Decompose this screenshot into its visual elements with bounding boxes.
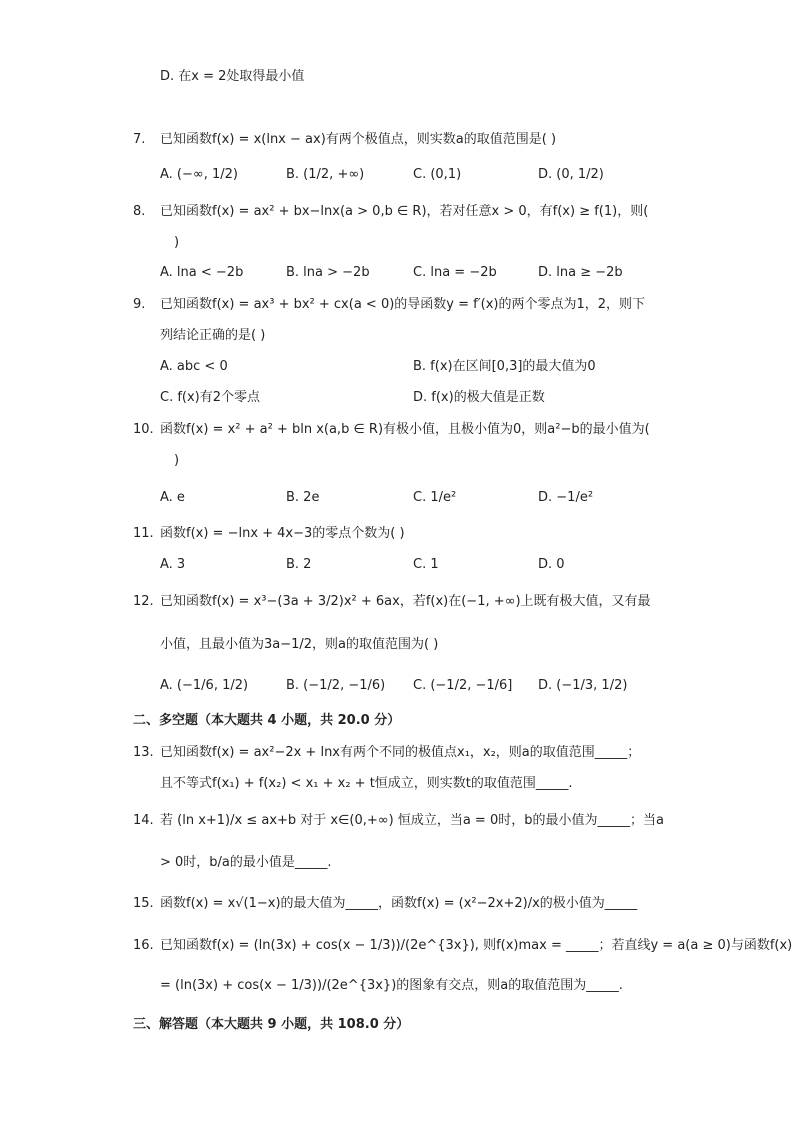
option-c: C. f(x)有2个零点 — [160, 390, 261, 405]
option-a: A. (−∞, 1/2) — [160, 167, 238, 182]
question-number: 7. — [133, 132, 146, 147]
question-stem: 函数f(x) = −lnx + 4x−3的零点个数为( ) — [160, 526, 405, 541]
question-number: 9. — [133, 297, 146, 312]
option-d: D. (0, 1/2) — [538, 167, 604, 182]
question-number: 10. — [133, 422, 154, 437]
option-c: C. (0,1) — [413, 167, 462, 182]
option-b: B. lna > −2b — [286, 265, 370, 280]
question-stem: 已知函数f(x) = x³−(3a + 3/2)x² + 6ax，若f(x)在(−1, +∞)上既有极大值，又有最 — [160, 594, 651, 609]
option-b: B. 2e — [286, 490, 320, 505]
option-b: B. (1/2, +∞) — [286, 167, 365, 182]
question-stem: 函数f(x) = x² + a² + bln x(a,b ∈ R)有极小值，且极小值为0，则a²−b的最小值为( — [160, 422, 650, 437]
question-stem-cont: 列结论正确的是( ) — [160, 328, 266, 343]
question-number: 12. — [133, 594, 154, 609]
option-c: C. 1 — [413, 557, 439, 572]
question-stem: 已知函数f(x) = (ln(3x) + cos(x − 1/3))/(2e^{3x}), 则f(x)max = _____；若直线y = a(a ≥ 0)与函数f(x) — [160, 938, 793, 953]
option-a: A. 3 — [160, 557, 186, 572]
option-c: C. 1/e² — [413, 490, 457, 505]
option-d: D. 0 — [538, 557, 565, 572]
option-d: D. f(x)的极大值是正数 — [413, 390, 545, 405]
question-stem-cont: = (ln(3x) + cos(x − 1/3))/(2e^{3x})的图象有交点，则a的取值范围为_____. — [160, 978, 623, 993]
option-d: D. −1/e² — [538, 490, 594, 505]
question-stem: 已知函数f(x) = ax² + bx−lnx(a > 0,b ∈ R)，若对任意x > 0，有f(x) ≥ f(1)，则( — [160, 204, 649, 219]
section-heading: 三、解答题（本大题共 9 小题，共 108.0 分） — [133, 1017, 410, 1032]
option-a: A. abc < 0 — [160, 359, 228, 374]
question-stem: 函数f(x) = x√(1−x)的最大值为_____，函数f(x) = (x²−2x+2)/x的极小值为_____ — [160, 896, 638, 911]
question-stem: 已知函数f(x) = ax²−2x + lnx有两个不同的极值点x₁，x₂，则a的取值范围_____； — [160, 745, 641, 760]
option-a: A. e — [160, 490, 185, 505]
question-number: 8. — [133, 204, 146, 219]
option-a: A. (−1/6, 1/2) — [160, 678, 249, 693]
option-a: A. lna < −2b — [160, 265, 244, 280]
question-stem-cont: ) — [174, 235, 180, 250]
question-number: 15. — [133, 896, 154, 911]
question-stem-cont: ) — [174, 453, 180, 468]
question-stem-cont: > 0时，b/a的最小值是_____. — [160, 855, 332, 870]
question-number: 16. — [133, 938, 154, 953]
question-number: 11. — [133, 526, 154, 541]
question-number: 13. — [133, 745, 154, 760]
question-stem-cont: 小值，且最小值为3a−1/2，则a的取值范围为( ) — [160, 637, 439, 652]
prev-option-d: D. 在x = 2处取得最小值 — [160, 69, 305, 84]
option-c: C. lna = −2b — [413, 265, 497, 280]
option-d: D. lna ≥ −2b — [538, 265, 623, 280]
option-b: B. 2 — [286, 557, 312, 572]
option-b: B. f(x)在区间[0,3]的最大值为0 — [413, 359, 596, 374]
question-stem: 已知函数f(x) = ax³ + bx² + cx(a < 0)的导函数y = f′(x)的两个零点为1，2，则下 — [160, 297, 646, 312]
section-heading: 二、多空题（本大题共 4 小题，共 20.0 分） — [133, 713, 401, 728]
question-number: 14. — [133, 813, 154, 828]
option-d: D. (−1/3, 1/2) — [538, 678, 628, 693]
question-stem: 若 (ln x+1)/x ≤ ax+b 对于 x∈(0,+∞) 恒成立，当a = 0时，b的最小值为_____；当a — [160, 813, 664, 828]
option-c: C. (−1/2, −1/6] — [413, 678, 513, 693]
question-stem-cont: 且不等式f(x₁) + f(x₂) < x₁ + x₂ + t恒成立，则实数t的取值范围_____. — [160, 776, 573, 791]
question-stem: 已知函数f(x) = x(lnx − ax)有两个极值点，则实数a的取值范围是( ) — [160, 132, 557, 147]
option-b: B. (−1/2, −1/6) — [286, 678, 386, 693]
